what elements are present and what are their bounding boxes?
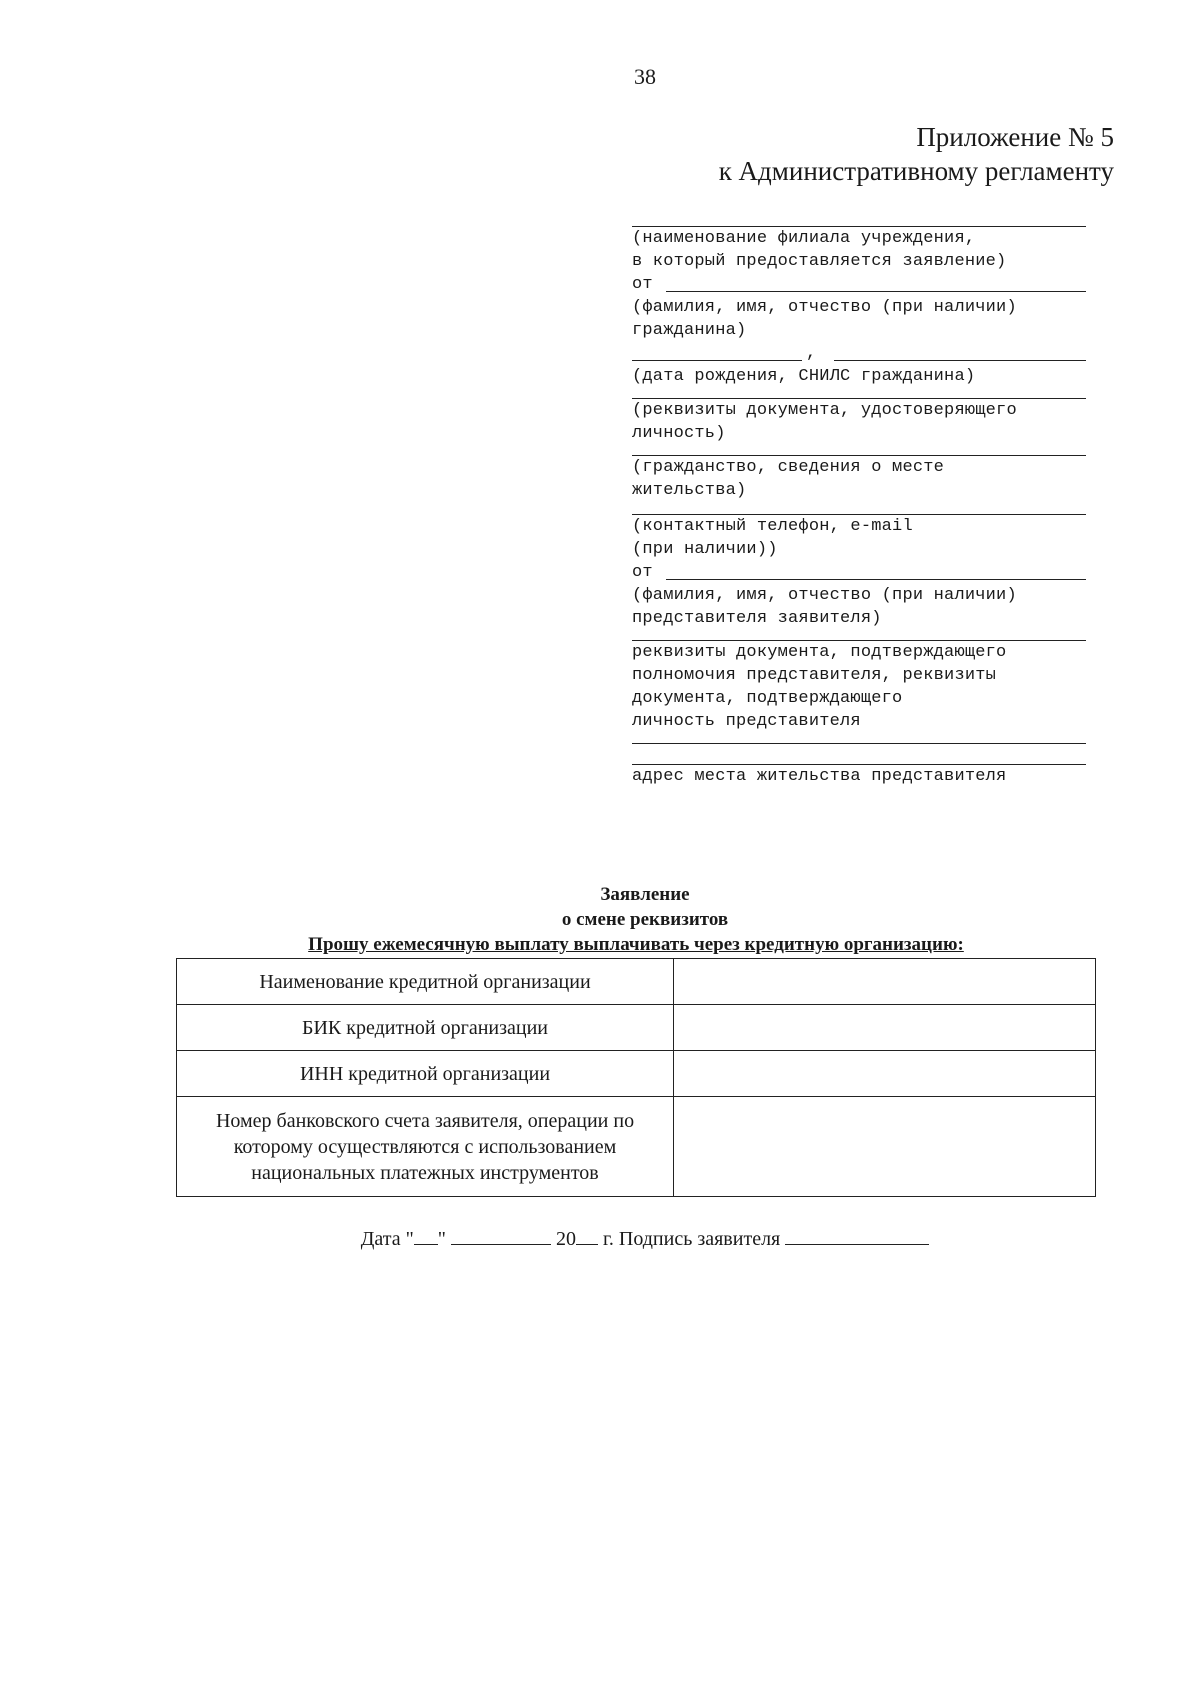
applicant-header-block: [632, 226, 1086, 788]
citizenship-hint-1: (гражданство, сведения о месте: [632, 458, 945, 477]
appendix-heading: [719, 120, 1114, 188]
title-line-2: о смене реквизитов: [561, 909, 729, 930]
rep-doc-hint-3: документа, подтверждающего: [632, 689, 903, 708]
month-field[interactable]: [451, 1226, 551, 1245]
from-label-2: от: [632, 563, 653, 582]
inn-value[interactable]: [674, 1051, 1096, 1097]
year-prefix: 20: [555, 1228, 576, 1250]
account-number-label: Номер банковского счета заявителя, операции по которому осуществляются с использованием национальных платежных инструментов: [177, 1097, 674, 1197]
citizenship-hint-2: жительства): [632, 481, 747, 500]
signature-label: г. Подпись заявителя: [602, 1228, 781, 1250]
rep-doc-hint-4: личность представителя: [632, 712, 861, 731]
rep-fio-hint-2: представителя заявителя): [632, 609, 882, 628]
document-title: [0, 882, 1200, 932]
snils-line[interactable]: [834, 342, 1086, 361]
request-text: Прошу ежемесячную выплату выплачивать через кредитную организацию:: [308, 934, 964, 955]
account-number-value[interactable]: [674, 1097, 1096, 1197]
title-line-1: Заявление: [600, 884, 690, 905]
dob-comma: ,: [806, 344, 817, 363]
day-field[interactable]: [414, 1226, 438, 1245]
fio-hint-2: гражданина): [632, 321, 747, 340]
contact-hint-1: (контактный телефон, e-mail: [632, 517, 913, 536]
appendix-line-1: Приложение № 5: [916, 122, 1114, 152]
table-row: [177, 959, 1096, 1005]
page-number: 38: [634, 64, 656, 89]
year-field[interactable]: [576, 1226, 598, 1245]
table-row: [177, 1097, 1096, 1197]
signature-field[interactable]: [785, 1226, 929, 1245]
rep-address-hint: адрес места жительства представителя: [632, 767, 1007, 786]
dob-hint: (дата рождения, СНИЛС гражданина): [632, 367, 976, 386]
fio-hint-1: (фамилия, имя, отчество (при наличии): [632, 298, 1017, 317]
branch-hint-2: в который предоставляется заявление): [632, 252, 1007, 271]
table-row: [177, 1051, 1096, 1097]
bank-name-value[interactable]: [674, 959, 1096, 1005]
rep-fio-hint-1: (фамилия, имя, отчество (при наличии): [632, 586, 1017, 605]
appendix-line-2: к Административному регламенту: [718, 156, 1114, 186]
date-label: Дата ": [360, 1228, 414, 1250]
applicant-fio-line[interactable]: [666, 273, 1086, 292]
signature-line: [0, 1226, 1200, 1251]
inn-label: ИНН кредитной организации: [177, 1051, 674, 1097]
id-doc-hint-2: личность): [632, 424, 726, 443]
rep-doc-hint-2: полномочия представителя, реквизиты: [632, 666, 997, 685]
representative-fio-line[interactable]: [666, 561, 1086, 580]
bik-label: БИК кредитной организации: [177, 1005, 674, 1051]
branch-hint-1: (наименование филиала учреждения,: [632, 229, 976, 248]
rep-doc-hint-1: реквизиты документа, подтверждающего: [632, 643, 1007, 662]
bik-value[interactable]: [674, 1005, 1096, 1051]
bank-name-label: Наименование кредитной организации: [177, 959, 674, 1005]
contact-hint-2: (при наличии)): [632, 540, 778, 559]
id-doc-hint-1: (реквизиты документа, удостоверяющего: [632, 401, 1017, 420]
birth-date-line[interactable]: [632, 342, 802, 361]
from-label: от: [632, 275, 653, 294]
date-close-quote: ": [437, 1228, 446, 1250]
bank-details-table: [176, 958, 1096, 1197]
table-row: [177, 1005, 1096, 1051]
